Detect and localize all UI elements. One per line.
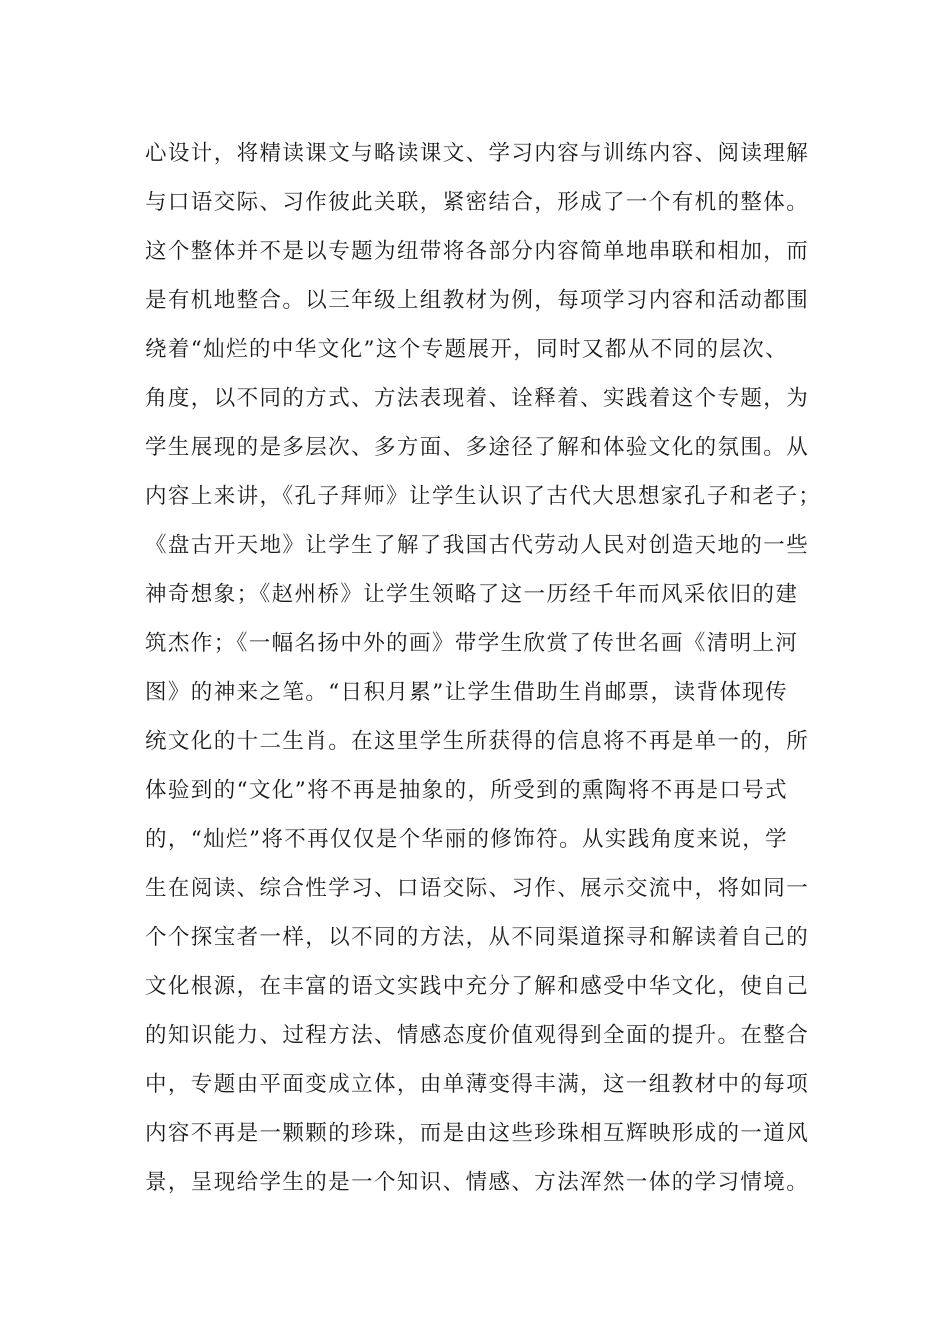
text-line: 学生展现的是多层次、多方面、多途径了解和体验文化的氛围。从 bbox=[145, 435, 810, 460]
text-line: 中，专题由平面变成立体，由单薄变得丰满，这一组教材中的每项 bbox=[145, 1072, 810, 1097]
text-line: 图》的神来之笔。“日积月累”让学生借助生肖邮票，读背体现传 bbox=[145, 680, 789, 705]
text-line: 与口语交际、习作彼此关联，紧密结合，形成了一个有机的整体。 bbox=[145, 190, 810, 215]
text-line: 生在阅读、综合性学习、口语交际、习作、展示交流中，将如同一 bbox=[145, 876, 810, 901]
text-line: 的知识能力、过程方法、情感态度价值观得到全面的提升。在整合 bbox=[145, 1023, 810, 1048]
text-line: 这个整体并不是以专题为纽带将各部分内容简单地串联和相加，而 bbox=[145, 239, 810, 264]
text-line: 景，呈现给学生的是一个知识、情感、方法浑然一体的学习情境。 bbox=[145, 1170, 810, 1195]
text-line: 统文化的十二生肖。在这里学生所获得的信息将不再是单一的，所 bbox=[145, 729, 810, 754]
text-line: 《盘古开天地》让学生了解了我国古代劳动人民对创造天地的一些 bbox=[145, 533, 810, 558]
text-line: 的，“灿烂”将不再仅仅是个华丽的修饰符。从实践角度来说，学 bbox=[145, 827, 789, 852]
text-line: 个个探宝者一样，以不同的方法，从不同渠道探寻和解读着自己的 bbox=[145, 925, 810, 950]
text-line: 体验到的“文化”将不再是抽象的，所受到的熏陶将不再是口号式 bbox=[145, 778, 789, 803]
text-line: 心设计，将精读课文与略读课文、学习内容与训练内容、阅读理解 bbox=[145, 141, 810, 166]
text-line: 是有机地整合。以三年级上组教材为例，每项学习内容和活动都围 bbox=[145, 288, 810, 313]
text-line: 内容不再是一颗颗的珍珠，而是由这些珍珠相互辉映形成的一道风 bbox=[145, 1121, 810, 1146]
text-line: 绕着“灿烂的中华文化”这个专题展开，同时又都从不同的层次、 bbox=[145, 337, 789, 362]
text-line: 内容上来讲，《孔子拜师》让学生认识了古代大思想家孔子和老子； bbox=[145, 484, 822, 509]
text-line: 文化根源，在丰富的语文实践中充分了解和感受中华文化，使自己 bbox=[145, 974, 810, 999]
body-paragraph bbox=[145, 129, 825, 1207]
text-line: 神奇想象；《赵州桥》让学生领略了这一历经千年而风采依旧的建 bbox=[145, 582, 799, 607]
text-line: 筑杰作；《一幅名扬中外的画》带学生欣赏了传世名画《清明上河 bbox=[145, 631, 799, 656]
text-line: 角度，以不同的方式、方法表现着、诠释着、实践着这个专题，为 bbox=[145, 386, 810, 411]
